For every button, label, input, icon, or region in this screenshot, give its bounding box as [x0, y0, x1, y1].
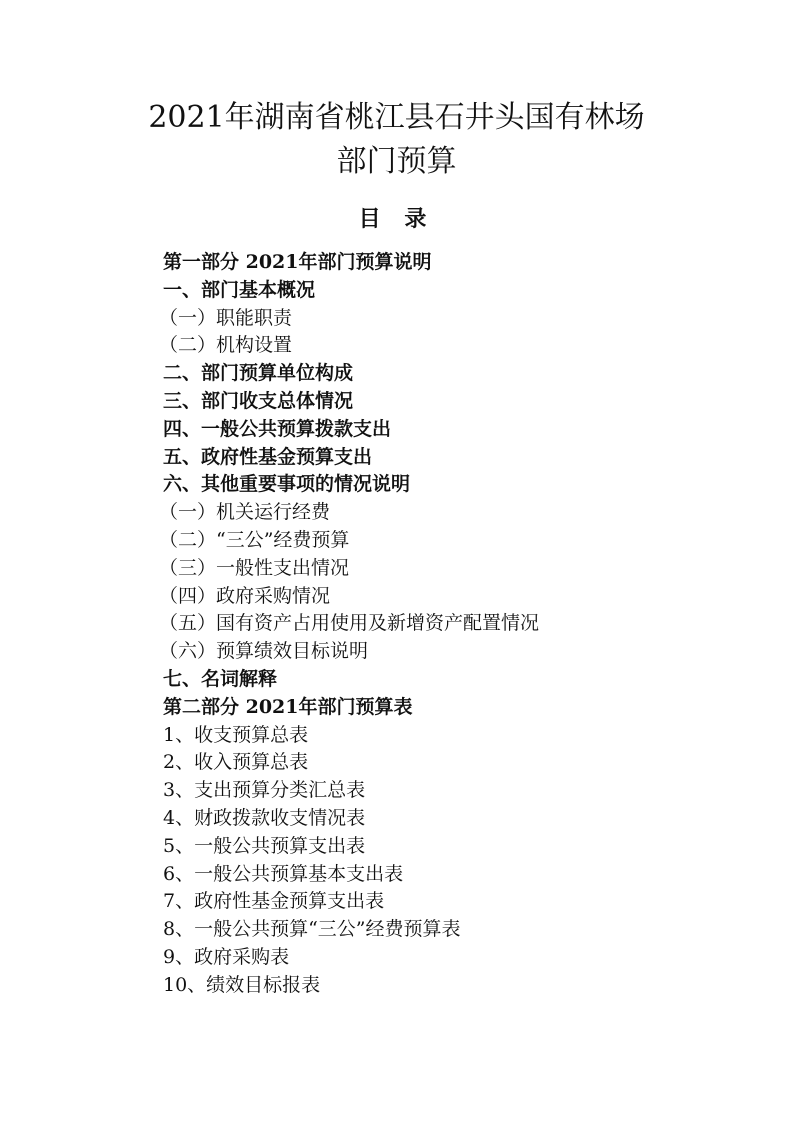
toc-item[interactable]: 三、部门收支总体情况: [163, 389, 354, 412]
toc-item[interactable]: 六、其他重要事项的情况说明: [163, 473, 411, 496]
toc-item[interactable]: 四、一般公共预算拨款支出: [163, 417, 392, 440]
toc-item[interactable]: 1、收支预算总表: [163, 723, 309, 746]
toc-item[interactable]: （五）国有资产占用使用及新增资产配置情况: [159, 612, 540, 635]
toc-item[interactable]: 6、一般公共预算基本支出表: [163, 862, 404, 885]
toc-heading: 目 录: [358, 206, 435, 232]
toc-item[interactable]: （六）预算绩效目标说明: [159, 640, 369, 663]
toc-item[interactable]: 3、支出预算分类汇总表: [163, 779, 366, 802]
toc-item[interactable]: 第一部分 2021年部门预算说明: [163, 251, 432, 273]
toc-item[interactable]: （一）职能职责: [159, 306, 293, 329]
document-title-line-1: 2021年湖南省桃江县石井头国有林场: [148, 100, 645, 135]
toc-item[interactable]: 9、政府采购表: [163, 945, 290, 968]
toc-item[interactable]: 第二部分 2021年部门预算表: [163, 695, 413, 718]
toc-item[interactable]: 一、部门基本概况: [163, 278, 316, 301]
toc-item[interactable]: （四）政府采购情况: [159, 584, 331, 607]
toc-item[interactable]: 10、绩效目标报表: [163, 973, 321, 996]
toc-item[interactable]: （二）机构设置: [159, 334, 293, 357]
toc-item[interactable]: （二）“三公”经费预算: [159, 528, 350, 551]
table-of-contents: [159, 249, 540, 1000]
toc-item[interactable]: （一）机关运行经费: [159, 501, 331, 524]
toc-item[interactable]: 五、政府性基金预算支出: [163, 445, 373, 468]
document-title-line-2: 部门预算: [336, 144, 457, 179]
toc-item[interactable]: 七、名词解释: [163, 667, 278, 690]
toc-item[interactable]: 二、部门预算单位构成: [163, 362, 354, 385]
toc-item[interactable]: 4、财政拨款收支情况表: [163, 806, 366, 829]
toc-item[interactable]: （三）一般性支出情况: [159, 556, 350, 579]
toc-item[interactable]: 8、一般公共预算“三公”经费预算表: [163, 918, 461, 941]
toc-item[interactable]: 2、收入预算总表: [163, 751, 309, 774]
toc-item[interactable]: 5、一般公共预算支出表: [163, 834, 366, 857]
toc-item[interactable]: 7、政府性基金预算支出表: [163, 890, 385, 913]
